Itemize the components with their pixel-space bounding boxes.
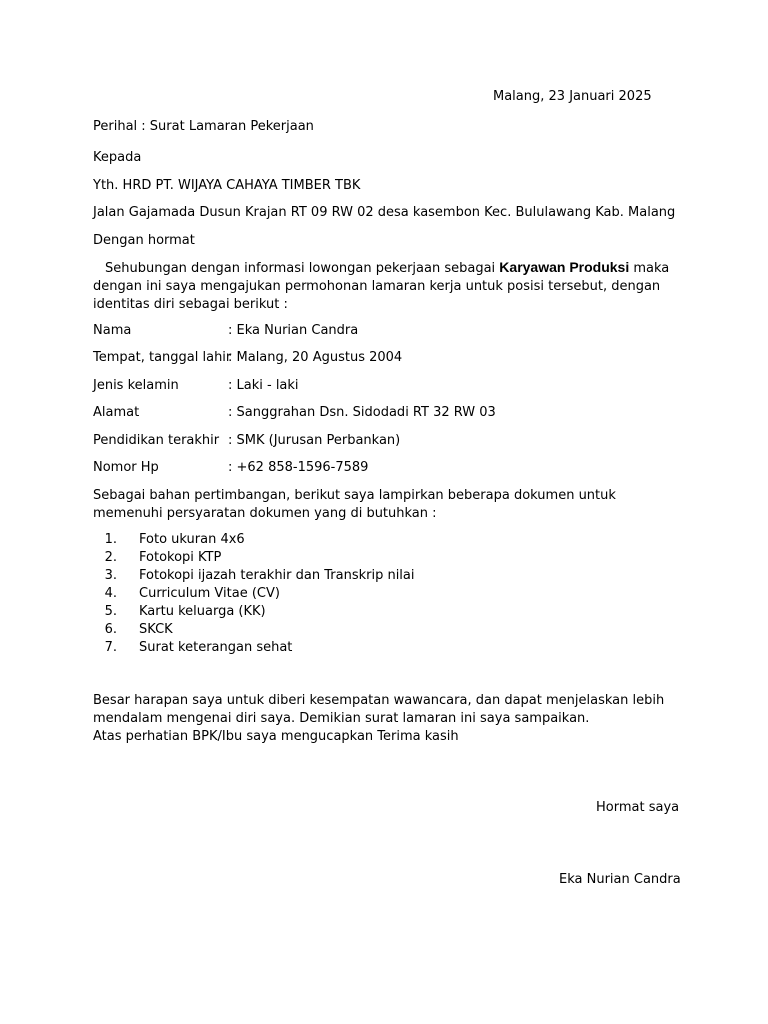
identity-value: : Laki - laki (228, 378, 299, 393)
list-text: Kartu keluarga (KK) (139, 604, 266, 619)
list-text: Surat keterangan sehat (139, 640, 293, 655)
closing-thanks: Atas perhatian BPK/Ibu saya mengucapkan Terima kasih (93, 729, 459, 744)
signature-regards: Hormat saya (596, 800, 680, 815)
intro-text-1: Sehubungan dengan informasi lowongan pekerjaan sebagai (105, 261, 496, 276)
identity-value: : +62 858-1596-7589 (228, 460, 369, 475)
intro-text-2: maka dengan ini saya mengajukan permohonan lamaran kerja untuk posisi tersebut, dengan identitas diri sebagai berikut : (93, 261, 670, 312)
list-item (93, 531, 415, 549)
identity-value: : SMK (Jurusan Perbankan) (228, 433, 401, 448)
list-item (93, 549, 415, 567)
attachments-list (93, 531, 415, 657)
list-text: Fotokopi ijazah terakhir dan Transkrip nilai (139, 568, 415, 583)
list-number: 7. (104, 640, 117, 655)
list-number: 3. (104, 568, 117, 583)
signature-name: Eka Nurian Candra (559, 872, 681, 887)
list-text: SKCK (139, 622, 173, 637)
identity-label: Pendidikan terakhir (93, 433, 220, 448)
list-number: 5. (104, 604, 117, 619)
intro-paragraph (93, 258, 683, 314)
salutation: Dengan hormat (93, 233, 195, 248)
recipient-address: Jalan Gajamada Dusun Krajan RT 09 RW 02 desa kasembon Kec. Bululawang Kab. Malang (93, 205, 676, 220)
list-number: 6. (104, 622, 117, 637)
recipient: Yth. HRD PT. WIJAYA CAHAYA TIMBER TBK (93, 178, 361, 193)
list-item (93, 639, 415, 657)
list-number: 2. (104, 550, 117, 565)
list-item (93, 567, 415, 585)
list-item (93, 621, 415, 639)
position-name: Karyawan Produksi (499, 259, 630, 275)
list-text: Fotokopi KTP (139, 550, 222, 565)
place-date: Malang, 23 Januari 2025 (493, 89, 652, 104)
to-label: Kepada (93, 150, 142, 165)
identity-label: Jenis kelamin (93, 378, 179, 393)
list-item (93, 603, 415, 621)
list-text: Curriculum Vitae (CV) (139, 586, 280, 601)
list-number: 4. (104, 586, 117, 601)
identity-value: : Eka Nurian Candra (228, 323, 359, 338)
list-text: Foto ukuran 4x6 (139, 532, 245, 547)
identity-value: : Malang, 20 Agustus 2004 (228, 350, 403, 365)
list-item (93, 585, 415, 603)
identity-label: Tempat, tanggal lahir (93, 350, 232, 365)
identity-label: Alamat (93, 405, 140, 420)
list-number: 1. (104, 532, 117, 547)
closing-paragraph: Besar harapan saya untuk diberi kesempatan wawancara, dan dapat menjelaskan lebih mendalam mengenai diri saya. Demikian surat lamaran ini saya sampaikan. (93, 693, 665, 726)
identity-value: : Sanggrahan Dsn. Sidodadi RT 32 RW 03 (228, 405, 496, 420)
attachments-intro: Sebagai bahan pertimbangan, berikut saya lampirkan beberapa dokumen untuk memenuhi persyaratan dokumen yang di butuhkan : (93, 488, 616, 521)
subject-line: Perihal : Surat Lamaran Pekerjaan (93, 119, 314, 134)
identity-label: Nama (93, 323, 132, 338)
identity-label: Nomor Hp (93, 460, 159, 475)
